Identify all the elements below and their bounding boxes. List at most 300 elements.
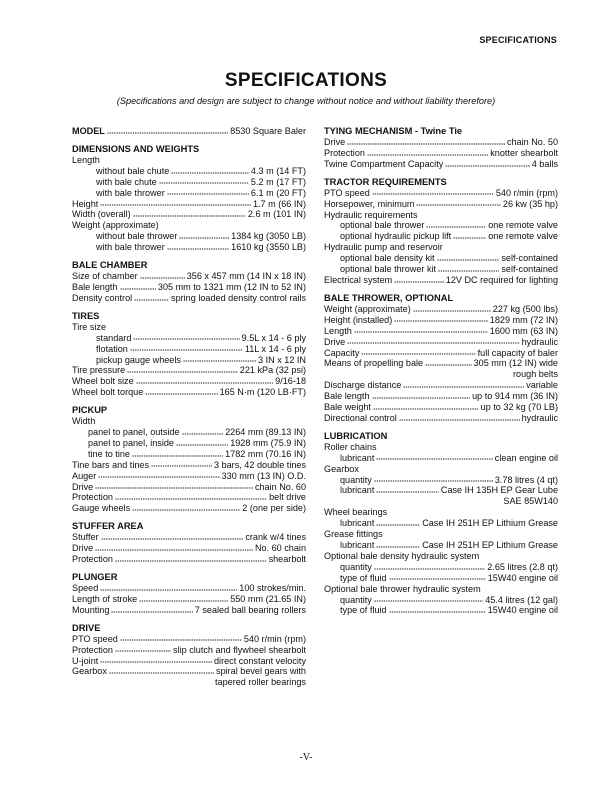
section-heading: TYING MECHANISM - Twine Tie xyxy=(324,126,463,136)
dot-leader xyxy=(132,504,240,511)
spec-row xyxy=(72,594,306,605)
spec-section-lubrication xyxy=(324,431,558,617)
spec-value: 1782 mm (70.16 IN) xyxy=(225,448,306,459)
spec-subheading: Hydraulic pump and reservoir xyxy=(324,242,443,253)
spec-row xyxy=(72,365,306,376)
spec-label: without bale chute xyxy=(96,165,170,176)
dot-leader xyxy=(111,606,192,613)
section-heading: BALE CHAMBER xyxy=(72,260,148,271)
spec-row xyxy=(72,355,306,366)
spec-label: with bale thrower xyxy=(96,242,165,253)
dot-leader xyxy=(176,439,228,446)
spec-row xyxy=(324,275,558,286)
spec-row xyxy=(324,199,558,210)
spec-label: Protection xyxy=(72,554,113,565)
spec-value: 540 r/min (rpm) xyxy=(495,187,558,198)
dot-leader xyxy=(98,472,219,479)
spec-value: 1384 kg (3050 LB) xyxy=(231,231,306,242)
dot-leader xyxy=(140,272,185,279)
dot-leader xyxy=(151,461,212,468)
spec-row xyxy=(72,532,306,543)
dot-leader xyxy=(374,563,485,570)
dot-leader xyxy=(167,243,229,250)
spec-row xyxy=(324,573,558,584)
spec-value: 9/16-18 xyxy=(275,376,306,387)
spec-label: Directional control xyxy=(324,412,397,423)
spec-value: clean engine oil xyxy=(494,452,558,463)
spec-value: 540 r/min (rpm) xyxy=(243,633,306,644)
dot-leader xyxy=(347,138,505,145)
spec-label: Density control xyxy=(72,292,133,303)
spec-value: belt drive xyxy=(269,492,306,503)
spec-section-tying-mechanism-twine-tie xyxy=(324,126,558,170)
spec-label: PTO speed xyxy=(324,187,370,198)
spec-row xyxy=(72,482,306,493)
spec-value: crank w/4 tines xyxy=(245,532,306,543)
spec-value: chain No. 60 xyxy=(254,481,306,492)
dot-leader xyxy=(133,334,239,341)
spec-row xyxy=(324,595,558,606)
spec-label: type of fluid xyxy=(340,572,387,583)
spec-row xyxy=(72,344,306,355)
spec-row xyxy=(324,253,558,264)
spec-row xyxy=(324,304,558,315)
dot-leader xyxy=(132,450,223,457)
spec-label: with bale thrower xyxy=(96,187,165,198)
spec-row xyxy=(72,209,306,220)
dot-leader xyxy=(347,338,519,345)
spec-value: 5.2 m (17 FT) xyxy=(250,176,306,187)
spec-row xyxy=(72,583,306,594)
spec-label: Drive xyxy=(72,481,94,492)
dot-leader xyxy=(416,200,500,207)
spec-value: 8530 Square Baler xyxy=(230,126,306,136)
spec-row xyxy=(72,427,306,438)
spec-row xyxy=(324,326,558,337)
spec-row xyxy=(324,337,558,348)
dot-leader xyxy=(130,345,243,352)
spec-label: lubricant xyxy=(340,452,375,463)
spec-value: slip clutch and flywheel shearbolt xyxy=(173,644,306,655)
spec-value: Case IH 251H EP Lithium Grease xyxy=(422,518,558,529)
section-heading: BALE THROWER, OPTIONAL xyxy=(324,292,454,303)
spec-row xyxy=(324,475,558,486)
dot-leader xyxy=(367,149,488,156)
dot-leader xyxy=(100,200,251,207)
spec-value: 227 kg (500 lbs) xyxy=(492,303,558,314)
spec-row xyxy=(324,264,558,275)
spec-value: 45.4 litres (12 gal) xyxy=(485,594,558,605)
spec-row xyxy=(72,634,306,645)
spec-label: Wheel bolt torque xyxy=(72,387,144,398)
dot-leader xyxy=(426,221,486,228)
spec-label: Wheel bolt size xyxy=(72,376,134,387)
spec-value: 1600 mm (63 IN) xyxy=(489,325,558,336)
spec-value: hydraulic xyxy=(521,336,558,347)
spec-label: Bale length xyxy=(324,391,370,402)
spec-label: quantity xyxy=(340,594,372,605)
dot-leader xyxy=(95,483,253,490)
dot-leader xyxy=(376,541,420,548)
dot-leader xyxy=(372,189,494,196)
spec-value: 15W40 engine oil xyxy=(487,605,558,616)
spec-label: optional hydraulic pickup lift xyxy=(340,231,452,242)
spec-value: 6.1 m (20 FT) xyxy=(250,187,306,198)
spec-row xyxy=(324,137,558,148)
dot-leader xyxy=(374,596,483,603)
spec-section-tractor-requirements xyxy=(324,177,558,286)
spec-label: flotation xyxy=(96,343,128,354)
spec-section-stuffer-area xyxy=(72,521,306,565)
spec-value: 1610 kg (3550 LB) xyxy=(231,242,306,253)
spec-label: panel to panel, outside xyxy=(88,427,180,438)
spec-row xyxy=(72,471,306,482)
spec-label: pickup gauge wheels xyxy=(96,354,181,365)
spec-row xyxy=(324,348,558,359)
dot-leader xyxy=(134,294,169,301)
left-column xyxy=(72,126,306,688)
spec-value: spring loaded density control rails xyxy=(171,292,306,303)
dot-leader xyxy=(376,519,420,526)
spec-value-continued: tapered roller bearings xyxy=(215,677,306,688)
spec-value: self-contained xyxy=(501,264,558,275)
spec-section-item xyxy=(72,126,306,137)
spec-value: 4 balls xyxy=(531,158,558,169)
dot-leader xyxy=(139,595,228,602)
spec-row xyxy=(324,159,558,170)
dot-leader xyxy=(437,254,500,261)
spec-label: quantity xyxy=(340,561,372,572)
spec-row xyxy=(72,503,306,514)
spec-value: hydraulic xyxy=(521,412,558,423)
spec-label: Discharge distance xyxy=(324,380,402,391)
spec-row xyxy=(324,380,558,391)
spec-row xyxy=(72,438,306,449)
section-heading: DIMENSIONS AND WEIGHTS xyxy=(72,143,200,154)
spec-row xyxy=(72,293,306,304)
spec-section-pickup xyxy=(72,405,306,514)
dot-leader xyxy=(127,366,238,373)
dot-leader xyxy=(167,189,249,196)
spec-value: spiral bevel gears with xyxy=(216,666,306,677)
spec-label: lubricant xyxy=(340,485,375,496)
spec-row xyxy=(72,188,306,199)
spec-subheading: Tire size xyxy=(72,321,107,332)
spec-label: Height (installed) xyxy=(324,314,393,325)
spec-value: 1.7 m (66 IN) xyxy=(252,198,306,209)
spec-row xyxy=(72,543,306,554)
spec-value: full capacity of baler xyxy=(477,347,558,358)
spec-subheading: Optional bale density hydraulic system xyxy=(324,550,480,561)
spec-row xyxy=(324,453,558,464)
dot-leader xyxy=(95,544,253,551)
spec-label: quantity xyxy=(340,474,372,485)
dot-leader xyxy=(159,178,249,185)
spec-section-tires xyxy=(72,311,306,398)
spec-label: optional bale density kit xyxy=(340,253,435,264)
dot-leader xyxy=(372,392,471,399)
spec-row xyxy=(72,605,306,616)
spec-label: Bale weight xyxy=(324,402,372,413)
spec-label: U-joint xyxy=(72,655,99,666)
spec-label: Capacity xyxy=(324,347,360,358)
spec-subheading: Gearbox xyxy=(324,463,359,474)
spec-label: MODEL xyxy=(72,126,105,136)
spec-label: Drive xyxy=(72,543,94,554)
dot-leader xyxy=(389,606,486,613)
dot-leader xyxy=(438,265,499,272)
spec-label: Auger xyxy=(72,470,97,481)
dot-leader xyxy=(100,584,237,591)
dot-leader xyxy=(171,167,249,174)
spec-section-plunger xyxy=(72,572,306,616)
spec-label: lubricant xyxy=(340,518,375,529)
dot-leader xyxy=(403,381,524,388)
spec-label: tine to tine xyxy=(88,448,130,459)
section-heading: TIRES xyxy=(72,310,100,321)
spec-row xyxy=(324,518,558,529)
spec-value: 12V DC required for lighting xyxy=(445,274,558,285)
spec-row xyxy=(72,387,306,398)
dot-leader xyxy=(115,555,267,562)
spec-row xyxy=(72,199,306,210)
spec-row xyxy=(324,220,558,231)
spec-subheading: Wheel bearings xyxy=(324,507,388,518)
spec-row xyxy=(72,376,306,387)
spec-label: Electrical system xyxy=(324,274,393,285)
spec-value: 3 bars, 42 double tines xyxy=(213,459,306,470)
spec-label: Speed xyxy=(72,583,99,593)
spec-value: 15W40 engine oil xyxy=(487,572,558,583)
dot-leader xyxy=(179,232,229,239)
spec-row xyxy=(72,460,306,471)
spec-label: Mounting xyxy=(72,604,110,615)
spec-row xyxy=(324,540,558,551)
spec-value: variable xyxy=(526,380,558,391)
spec-label: Weight (approximate) xyxy=(324,303,411,314)
spec-subheading: Hydraulic requirements xyxy=(324,209,418,220)
spec-value: up to 32 kg (70 LB) xyxy=(480,402,558,413)
dot-leader xyxy=(453,232,486,239)
spec-row xyxy=(72,242,306,253)
spec-row xyxy=(324,402,558,413)
spec-label: optional bale thrower kit xyxy=(340,264,437,275)
dot-leader xyxy=(445,160,529,167)
spec-value: direct constant velocity xyxy=(214,655,306,666)
spec-label: Protection xyxy=(324,147,365,158)
dot-leader xyxy=(120,283,156,290)
spec-value: 3 IN x 12 IN xyxy=(257,354,306,365)
spec-row xyxy=(324,315,558,326)
page-number: -V- xyxy=(299,752,313,763)
spec-value: 221 kPa (32 psi) xyxy=(239,365,306,376)
spec-label: Drive xyxy=(324,336,346,347)
spec-label: type of fluid xyxy=(340,605,387,616)
spec-row xyxy=(72,554,306,565)
spec-label: Width (overall) xyxy=(72,209,131,220)
dot-leader xyxy=(399,414,520,421)
dot-leader xyxy=(389,574,486,581)
dot-leader xyxy=(133,210,246,217)
spec-row xyxy=(324,562,558,573)
section-heading: TRACTOR REQUIREMENTS xyxy=(324,176,447,187)
spec-row xyxy=(324,358,558,369)
spec-value: 305 mm (12 IN) wide xyxy=(473,358,558,369)
spec-value: 1928 mm (75.9 IN) xyxy=(230,437,306,448)
spec-subheading: Grease fittings xyxy=(324,529,383,540)
spec-row xyxy=(72,271,306,282)
spec-section-drive xyxy=(72,623,306,689)
spec-value: one remote valve xyxy=(488,220,558,231)
spec-section-bale-thrower-optional xyxy=(324,293,558,424)
spec-value: 550 mm (21.65 IN) xyxy=(230,593,306,604)
spec-label: Length of stroke xyxy=(72,593,138,604)
section-heading: STUFFER AREA xyxy=(72,521,144,532)
dot-leader xyxy=(145,388,217,395)
spec-row xyxy=(324,485,558,496)
spec-label: Tire pressure xyxy=(72,365,126,376)
spec-subheading: Length xyxy=(72,154,100,165)
dot-leader xyxy=(182,428,224,435)
section-heading: PICKUP xyxy=(72,405,108,416)
spec-value: 9.5L x 14 - 6 ply xyxy=(241,332,306,343)
section-heading: LUBRICATION xyxy=(324,430,388,441)
dot-leader xyxy=(376,486,439,493)
dot-leader xyxy=(354,327,488,334)
spec-label: without bale thrower xyxy=(96,231,178,242)
dot-leader xyxy=(413,305,491,312)
spec-value: 26 kw (35 hp) xyxy=(502,198,558,209)
dot-leader xyxy=(394,276,444,283)
spec-label: standard xyxy=(96,332,132,343)
spec-label: Bale length xyxy=(72,281,118,292)
spec-value: up to 914 mm (36 IN) xyxy=(472,391,558,402)
spec-section-dimensions-and-weights xyxy=(72,144,306,253)
spec-label: Horsepower, minimum xyxy=(324,198,415,209)
spec-value-continued: rough belts xyxy=(513,369,558,380)
spec-label: with bale chute xyxy=(96,176,157,187)
spec-label: Means of propelling bale xyxy=(324,358,424,369)
spec-row xyxy=(72,666,306,677)
spec-label: Gauge wheels xyxy=(72,503,131,514)
spec-label: PTO speed xyxy=(72,633,118,644)
spec-value: 11L x 14 - 6 ply xyxy=(244,343,306,354)
dot-leader xyxy=(425,359,472,366)
spec-value: self-contained xyxy=(501,253,558,264)
spec-value: 330 mm (13 IN) O.D. xyxy=(221,470,306,481)
right-column xyxy=(324,126,558,616)
running-header: SPECIFICATIONS xyxy=(479,35,557,45)
spec-value: 3.78 litres (4 qt) xyxy=(494,474,558,485)
spec-value: No. 60 chain xyxy=(254,543,306,554)
spec-value: one remote valve xyxy=(488,231,558,242)
spec-subheading: Optional bale thrower hydraulic system xyxy=(324,583,481,594)
spec-value: 4.3 m (14 FT) xyxy=(250,165,306,176)
page-subtitle: (Specifications and design are subject to change without notice and without liability therefore) xyxy=(116,96,496,106)
spec-value: knotter shearbolt xyxy=(490,147,558,158)
spec-row xyxy=(72,333,306,344)
spec-label: Tine bars and tines xyxy=(72,459,150,470)
spec-subheading: Width xyxy=(72,416,96,427)
section-heading: PLUNGER xyxy=(72,572,118,582)
dot-leader xyxy=(109,667,214,674)
dot-leader xyxy=(373,403,479,410)
spec-label: Twine Compartment Capacity xyxy=(324,158,444,169)
spec-row xyxy=(72,492,306,503)
spec-row xyxy=(72,645,306,656)
spec-value: 2264 mm (89.13 IN) xyxy=(225,427,306,438)
dot-leader xyxy=(115,646,171,653)
dot-leader xyxy=(376,454,492,461)
spec-label: lubricant xyxy=(340,540,375,550)
spec-label: Height xyxy=(72,198,99,209)
dot-leader xyxy=(136,377,273,384)
spec-value: 1829 mm (72 IN) xyxy=(489,314,558,325)
spec-row xyxy=(72,656,306,667)
spec-subheading: Weight (approximate) xyxy=(72,220,159,231)
dot-leader xyxy=(361,349,475,356)
dot-leader xyxy=(394,316,488,323)
spec-value: 305 mm to 1321 mm (12 IN to 52 IN) xyxy=(157,281,306,292)
dot-leader xyxy=(374,476,493,483)
dot-leader xyxy=(115,493,267,500)
spec-label: Stuffer xyxy=(72,532,99,543)
spec-row xyxy=(72,177,306,188)
section-heading: DRIVE xyxy=(72,622,101,633)
spec-value-continued: SAE 85W140 xyxy=(503,496,558,507)
spec-row xyxy=(324,605,558,616)
spec-row xyxy=(324,391,558,402)
spec-value: 100 strokes/min. xyxy=(239,583,306,593)
dot-leader xyxy=(101,533,244,540)
spec-row xyxy=(324,188,558,199)
spec-label: Size of chamber xyxy=(72,271,138,282)
spec-value: 2.6 m (101 IN) xyxy=(247,209,306,220)
spec-value: Case IH 135H EP Gear Lube xyxy=(440,485,558,496)
spec-subheading: Roller chains xyxy=(324,441,377,452)
spec-label: Drive xyxy=(324,137,346,147)
spec-row xyxy=(324,231,558,242)
dot-leader xyxy=(107,127,228,134)
spec-row xyxy=(72,449,306,460)
spec-row xyxy=(324,413,558,424)
spec-label: Protection xyxy=(72,644,113,655)
spec-label: panel to panel, inside xyxy=(88,437,174,448)
spec-value: 165 N·m (120 LB·FT) xyxy=(219,387,306,398)
spec-value: 2.65 litres (2.8 qt) xyxy=(487,561,558,572)
spec-section-bale-chamber xyxy=(72,260,306,304)
spec-label: Gearbox xyxy=(72,666,107,677)
spec-row xyxy=(72,126,306,137)
spec-row xyxy=(72,282,306,293)
spec-row xyxy=(72,231,306,242)
spec-value: chain No. 50 xyxy=(506,137,558,147)
dot-leader xyxy=(183,356,256,363)
spec-value: shearbolt xyxy=(268,554,306,565)
spec-value: 7 sealed ball bearing rollers xyxy=(194,604,306,615)
spec-row xyxy=(324,148,558,159)
spec-value: 356 x 457 mm (14 IN x 18 IN) xyxy=(186,271,306,282)
spec-label: Protection xyxy=(72,492,113,503)
dot-leader xyxy=(120,635,242,642)
page-title: SPECIFICATIONS xyxy=(224,70,388,91)
spec-value: Case IH 251H EP Lithium Grease xyxy=(422,540,558,550)
spec-label: Length xyxy=(324,325,352,336)
spec-value: 2 (one per side) xyxy=(242,503,306,514)
dot-leader xyxy=(100,657,212,664)
spec-label: optional bale thrower xyxy=(340,220,425,231)
spec-row xyxy=(72,166,306,177)
